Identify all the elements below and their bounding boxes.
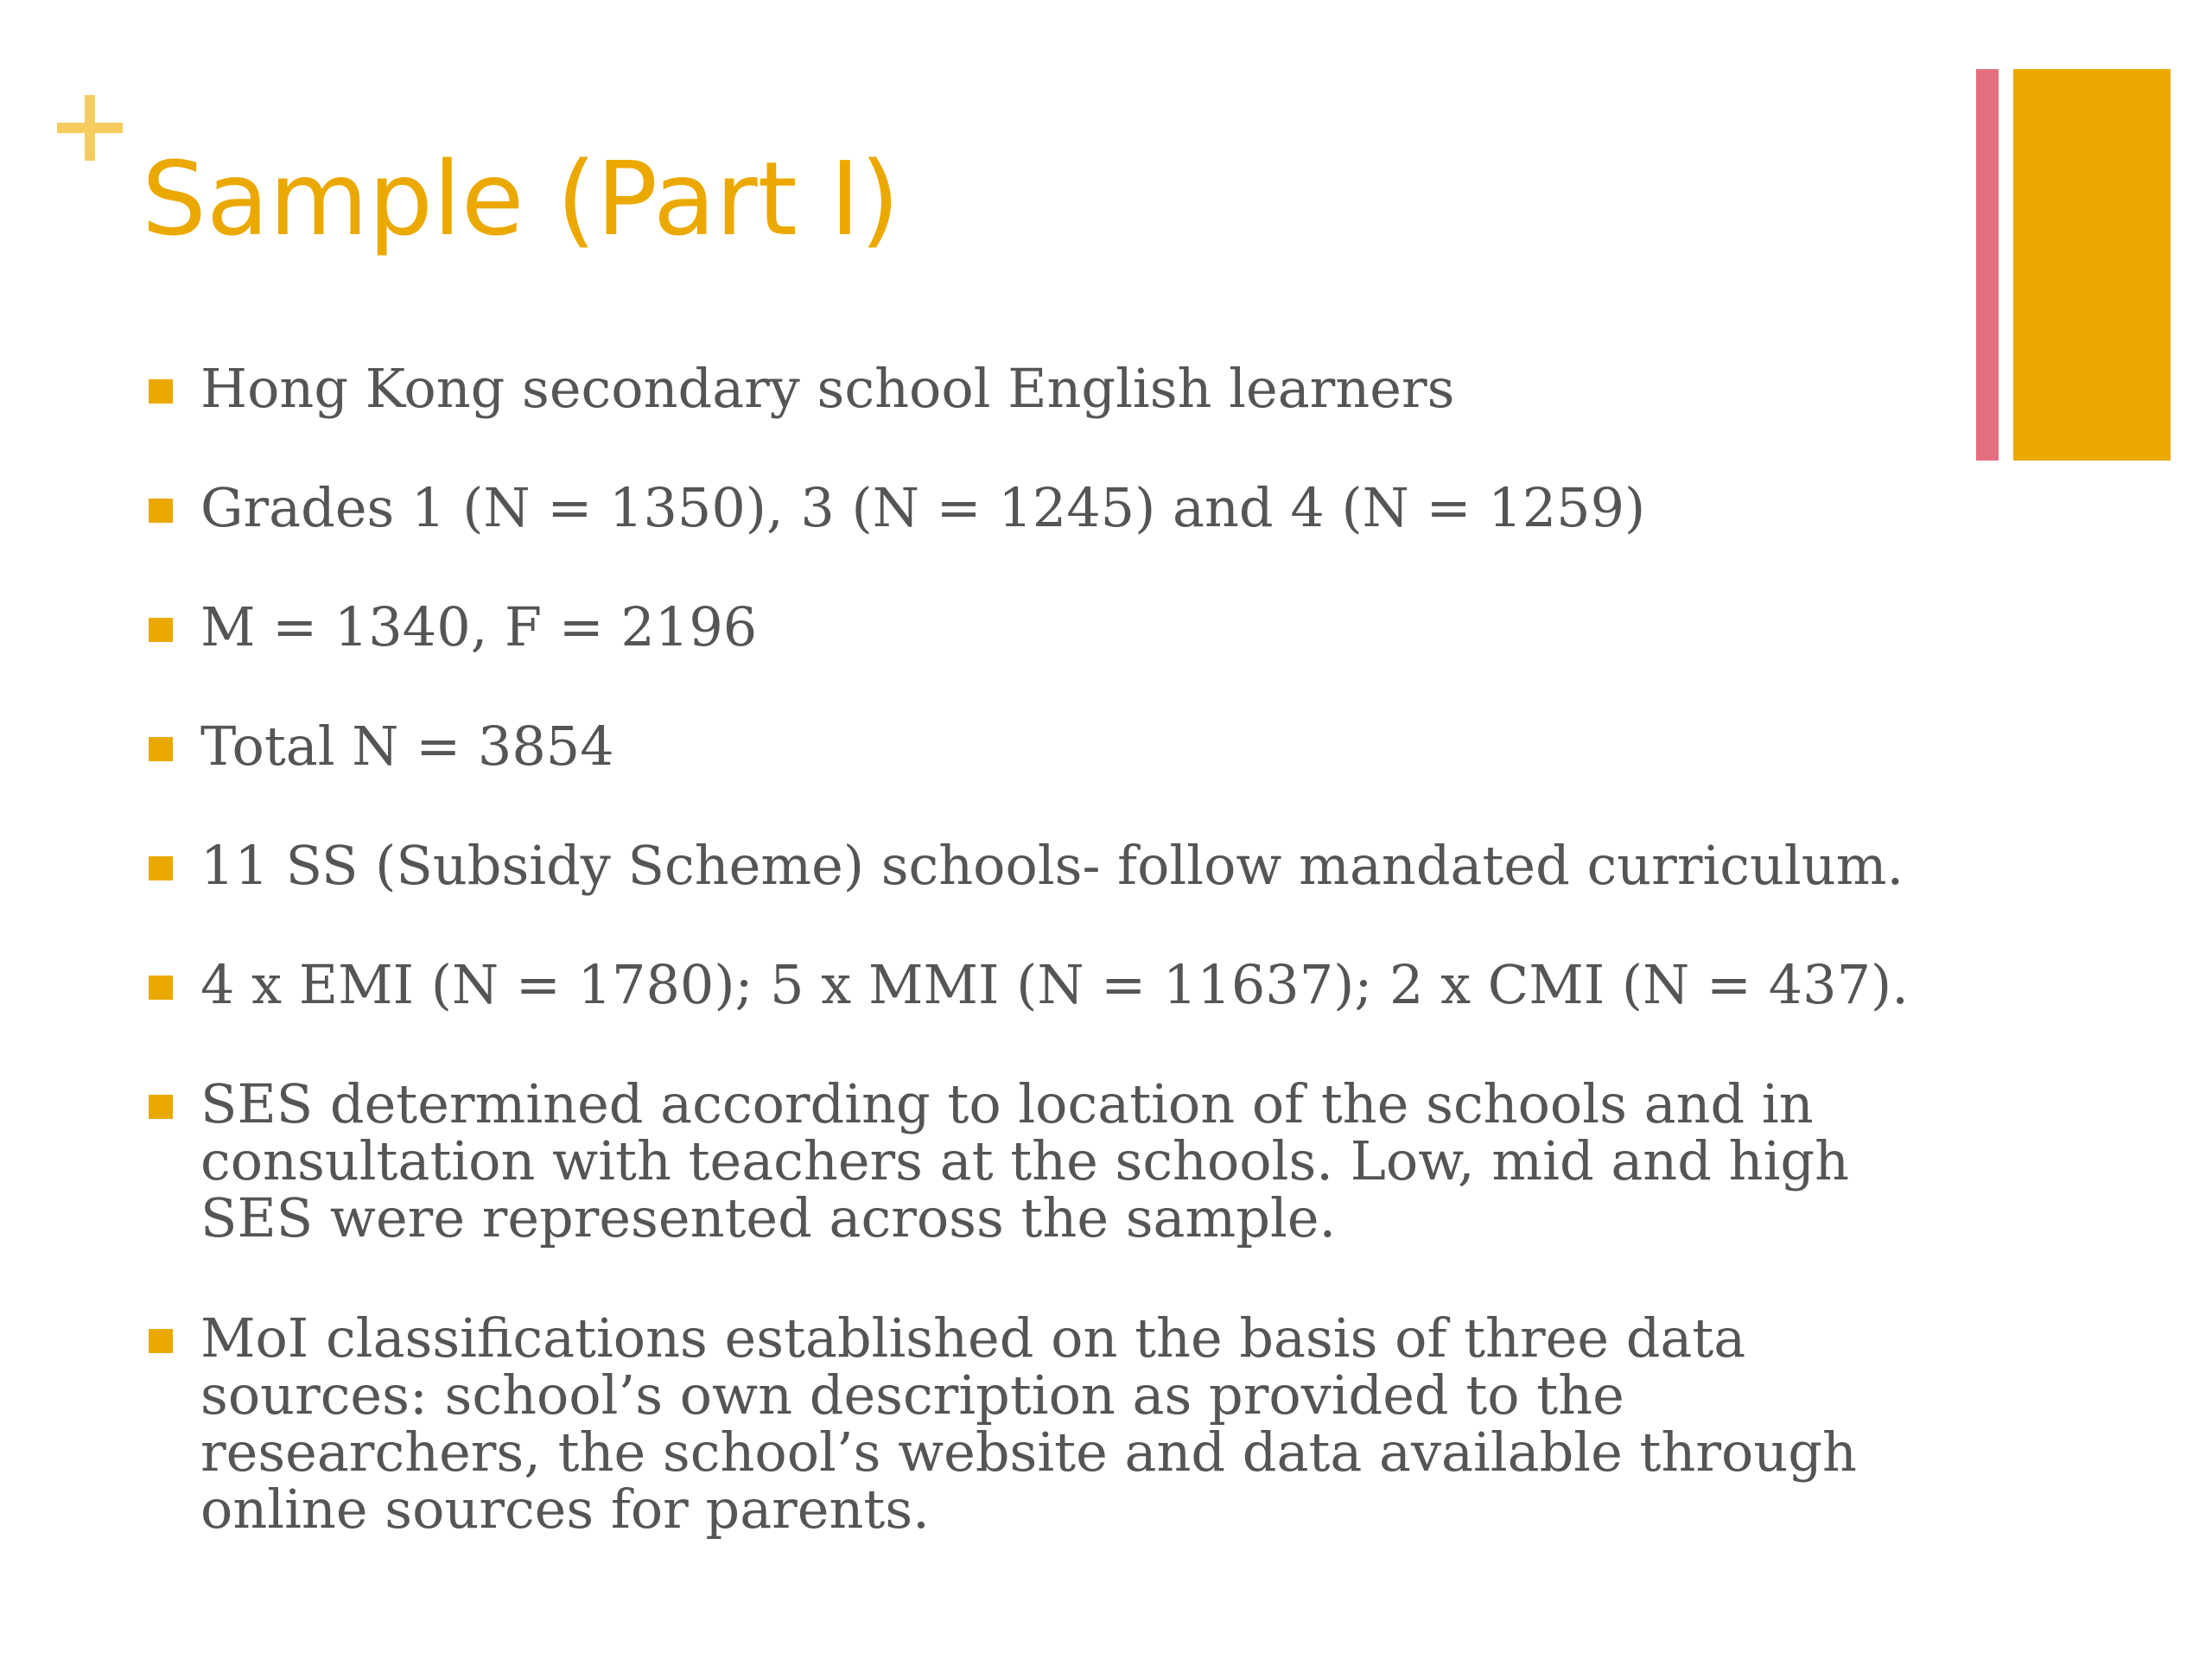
plus-icon	[57, 95, 123, 161]
bullet-square-icon	[149, 499, 173, 523]
bullet-square-icon	[149, 856, 173, 880]
bullet-text: 11 SS (Subsidy Scheme) schools- follow mandated curriculum.	[200, 834, 1904, 897]
bullet-item-total	[200, 715, 1963, 778]
bullet-item-gender	[200, 595, 1963, 658]
bullet-text: Total N = 3854	[200, 715, 614, 778]
bullet-text: 4 x EMI (N = 1780); 5 x MMI (N = 11637); 2 x CMI (N = 437).	[200, 953, 1909, 1016]
bullet-text: M = 1340, F = 2196	[200, 595, 758, 658]
bullet-square-icon	[149, 1095, 173, 1119]
bullet-text: Hong Kong secondary school English learners	[200, 357, 1455, 420]
bullet-square-icon	[149, 1329, 173, 1353]
bullet-square-icon	[149, 618, 173, 642]
bullet-item-moi-counts	[200, 953, 1963, 1016]
bullet-square-icon	[149, 379, 173, 404]
bullet-text: Grades 1 (N = 1350), 3 (N = 1245) and 4 (N = 1259)	[200, 476, 1646, 539]
bullet-text: SES determined according to location of the schools and in consultation with teachers at the schools. Low, mid and high SES were represented across the sample.	[200, 1072, 1850, 1249]
accent-bar-thick	[2013, 69, 2171, 461]
bullet-item-learners	[200, 357, 1963, 420]
bullet-item-grades	[200, 476, 1963, 539]
bullet-item-ses	[200, 1072, 1963, 1249]
bullet-square-icon	[149, 737, 173, 761]
slide-title: Sample (Part I)	[142, 139, 900, 258]
bullet-item-moi-classifications	[200, 1306, 1963, 1541]
bullet-text: MoI classifications established on the basis of three data sources: school’s own description as provided to the researchers, the school’s website and data available through online sources for parents.	[200, 1306, 1857, 1541]
accent-bar-thin	[1976, 69, 1999, 461]
bullet-square-icon	[149, 976, 173, 1000]
bullet-item-schools	[200, 834, 1963, 897]
